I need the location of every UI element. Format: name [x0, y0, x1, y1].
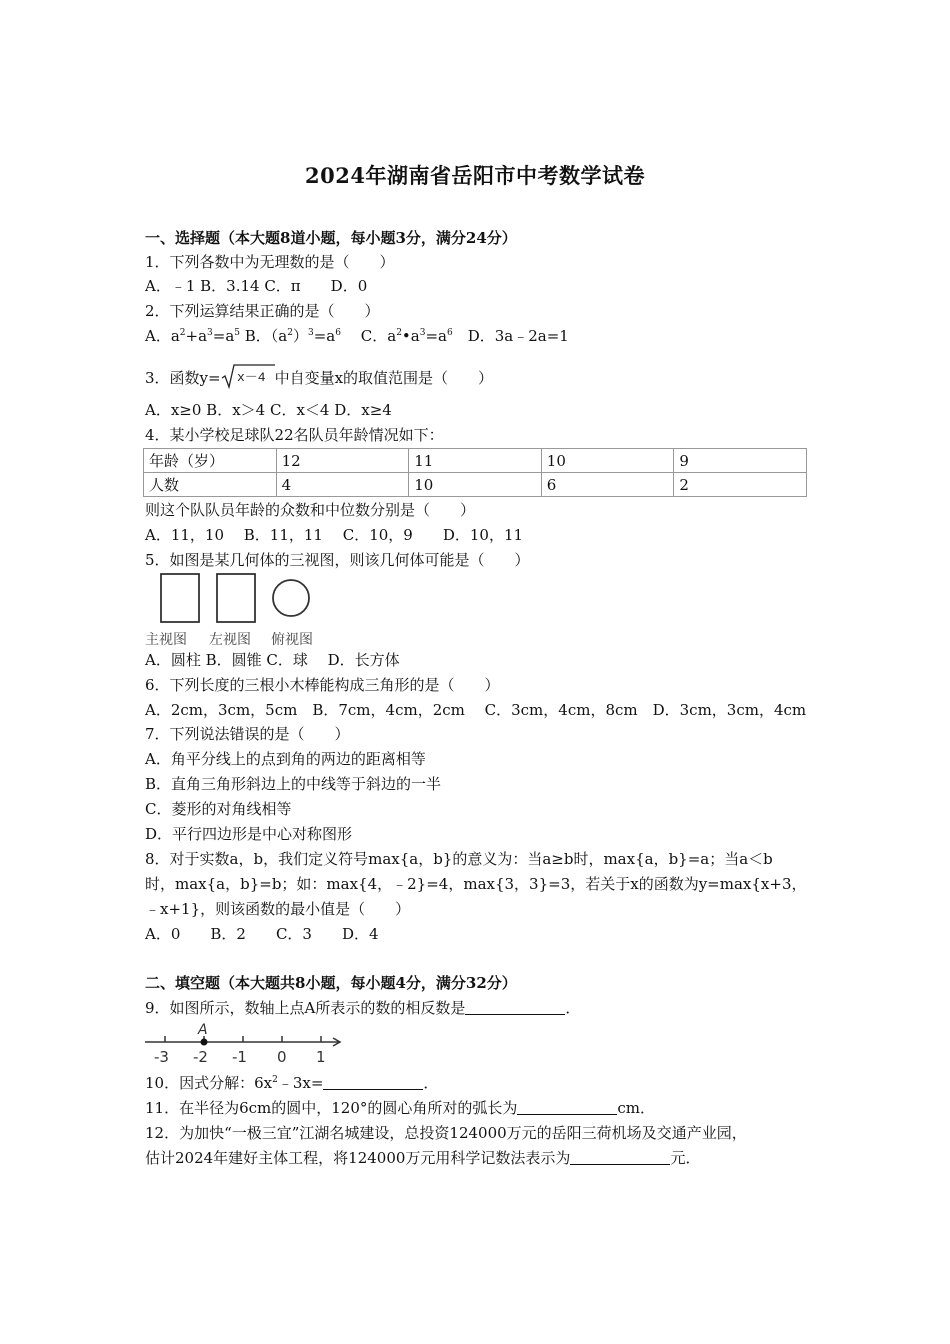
- q3-stem: 3．函数y= x－4 中自变量x的取值范围是（ ）: [145, 363, 493, 394]
- tick-label: 0: [277, 1048, 287, 1066]
- table-cell: 年龄（岁）: [144, 449, 277, 473]
- section1-heading: 一、选择题（本大题8道小题，每小题3分，满分24分）: [145, 229, 517, 247]
- table-cell: 12: [276, 449, 409, 473]
- view-label: 左视图: [209, 632, 251, 648]
- q6-options: A．2cm，3cm，5cm B．7cm，4cm，2cm C．3cm，4cm，8cm D．3cm，3cm，4cm: [145, 701, 807, 719]
- sqrt-expression: [221, 363, 275, 394]
- radicand-text: x－4: [236, 370, 266, 385]
- q7-option-b: B．直角三角形斜边上的中线等于斜边的一半: [145, 775, 442, 793]
- table-cell: 11: [409, 449, 542, 473]
- tick-label: -2: [193, 1048, 208, 1066]
- q11-line: 11．在半径为6cm的圆中，120°的圆心角所对的弧长为 cm．: [145, 1099, 656, 1117]
- view-label: 俯视图: [271, 632, 313, 648]
- q9-stem: 9．如图所示，数轴上点A所表示的数的相反数是 ．: [145, 999, 581, 1017]
- q1-stem: 1．下列各数中为无理数的是（ ）: [145, 253, 395, 271]
- view-label: 主视图: [145, 632, 187, 648]
- q8-line2: 时，max{a，b}=b；如：max{4，﹣2}=4，max{3，3}=3，若关于x的函数为y=max{x+3，: [145, 875, 807, 893]
- q6-stem: 6．下列长度的三根小木棒能构成三角形的是（ ）: [145, 676, 500, 694]
- q8-options: A．0 B．2 C．3 D．4: [145, 925, 379, 943]
- q2-options: A．$a^2+a^3=a^5$ B．$(a^2)^3=a^6$ C．$a^2•a^3=a^6$ D．3a﹣2a=1: [145, 327, 569, 345]
- age-table: [143, 448, 807, 497]
- point-a-label: A: [198, 1022, 208, 1038]
- number-line-figure: [143, 1022, 343, 1070]
- q7-option-d: D．平行四边形是中心对称图形: [145, 825, 353, 843]
- q10-line: 10．因式分解：$6x^2﹣3x=$ ．: [145, 1074, 439, 1092]
- q7-option-c: C．菱形的对角线相等: [145, 800, 292, 818]
- section2-heading: 二、填空题（本大题共8小题，每小题4分，满分32分）: [145, 974, 517, 992]
- q7-stem: 7．下列说法错误的是（ ）: [145, 725, 350, 743]
- table-cell: 10: [541, 449, 674, 473]
- answer-blank[interactable]: [570, 1150, 670, 1165]
- q4-question: 则这个队队员年龄的众数和中位数分别是（ ）: [145, 501, 476, 519]
- table-cell: 6: [541, 473, 674, 497]
- q12-line2: 估计2024年建好主体工程，将124000万元用科学记数法表示为 元．: [145, 1149, 701, 1167]
- table-cell: 2: [674, 473, 807, 497]
- q3-options: A．x≥0 B．x＞4 C．x＜4 D．x≥4: [145, 401, 392, 419]
- table-row: [144, 473, 807, 497]
- q4-options: A．11，10 B．11，11 C．10，9 D．10，11: [145, 526, 524, 544]
- three-views-figure: [143, 570, 333, 650]
- table-cell: 4: [276, 473, 409, 497]
- answer-blank[interactable]: [465, 1000, 565, 1015]
- q4-stem: 4．某小学校足球队22名队员年龄情况如下：: [145, 426, 444, 444]
- table-cell: 人数: [144, 473, 277, 497]
- tick-label: 1: [316, 1048, 326, 1066]
- q8-line3: ﹣x+1}，则该函数的最小值是（ ）: [145, 900, 411, 918]
- answer-blank[interactable]: [323, 1075, 423, 1090]
- q8-line1: 8．对于实数a，b，我们定义符号max{a，b}的意义为：当a≥b时，max{a，b}=a；当a＜b: [145, 850, 773, 868]
- answer-blank[interactable]: [517, 1100, 617, 1115]
- page-title: 2024年湖南省岳阳市中考数学试卷: [305, 163, 645, 188]
- q7-option-a: A．角平分线上的点到角的两边的距离相等: [145, 750, 426, 768]
- q2-stem: 2．下列运算结果正确的是（ ）: [145, 302, 380, 320]
- q12-line1: 12．为加快“一极三宜”江湖名城建设，总投资124000万元的岳阳三荷机场及交通产业园，: [145, 1124, 747, 1142]
- table-cell: 9: [674, 449, 807, 473]
- tick-label: -3: [154, 1048, 169, 1066]
- q5-stem: 5．如图是某几何体的三视图，则该几何体可能是（ ）: [145, 551, 530, 569]
- q1-options: A．﹣1 B．3.14 C．π D．0: [145, 277, 368, 295]
- q5-options: A．圆柱 B．圆锥 C．球 D．长方体: [145, 651, 400, 669]
- table-row: [144, 449, 807, 473]
- tick-label: -1: [232, 1048, 247, 1066]
- table-cell: 10: [409, 473, 542, 497]
